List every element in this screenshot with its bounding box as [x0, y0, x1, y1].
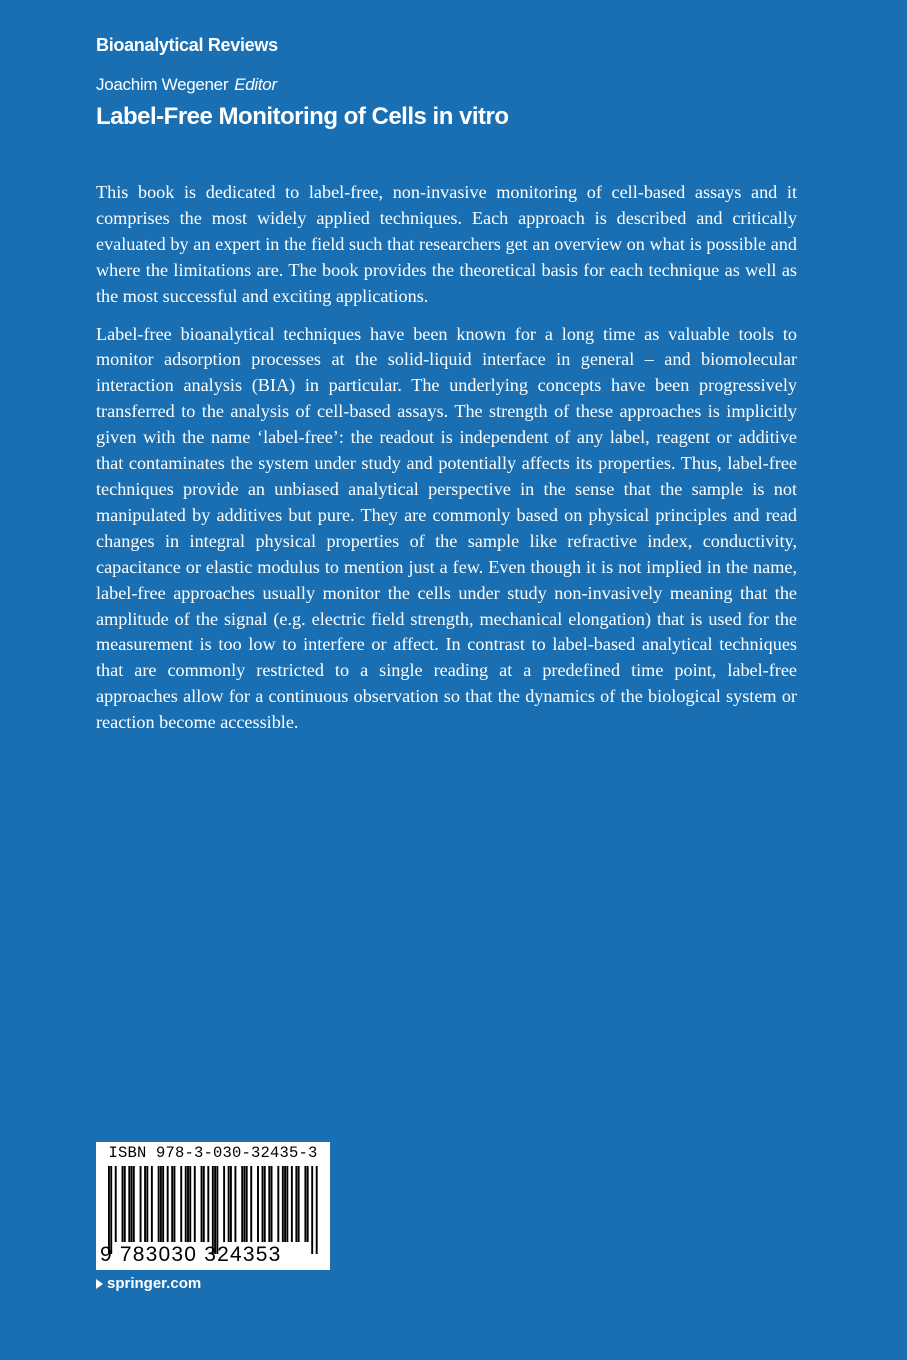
editor-name: Joachim Wegener — [96, 75, 229, 94]
editor-role: Editor — [234, 75, 277, 94]
barcode-box — [96, 1142, 330, 1270]
book-title: Label-Free Monitoring of Cells in vitro — [96, 103, 509, 130]
blurb-paragraph-2: Label-free bioanalytical techniques have been known for a long time as valuable tools to monitor adsorption processes at the solid-liquid interface in general – and biomolecular interaction analysis (BIA) in particular. The underlying concepts have been progressively transferred to the analysis of cell-based assays. The strength of these approaches is implicitly given with the name ‘label-free’: the readout is independent of any label, reagent or additive that contaminates the system under study and potentially affects its properties. Thus, label-free techniques provide an unbiased analytical perspective in the sense that the sample is not manipulated by additives but pure. They are commonly based on physical principles and read changes in integral physical properties of the sample like refractive index, conductivity, capacitance or elastic modulus to mention just a few. Even though it is not implied in the name, label-free approaches usually monitor the cells under study non-invasively meaning that the amplitude of the signal (e.g. electric field strength, mechanical elongation) that is used for the measurement is too low to interfere or affect. In contrast to label-based analytical techniques that are commonly restricted to a single reading at a predefined time point, label-free approaches allow for a continuous observation so that the dynamics of the biological system or reaction become accessible. — [96, 323, 797, 733]
barcode-image — [108, 1166, 318, 1254]
isbn-label: ISBN 978-3-030-32435-3 — [108, 1144, 318, 1162]
editor-line — [96, 75, 277, 95]
blurb — [96, 180, 797, 748]
arrow-right-icon — [96, 1279, 103, 1289]
series-name: Bioanalytical Reviews — [96, 35, 278, 55]
website-label: springer.com — [107, 1275, 202, 1292]
blurb-paragraph-1: This book is dedicated to label-free, non-invasive monitoring of cell-based assays and it comprises the most widely applied techniques. Each approach is described and critically evaluated by an expert in the field such that researchers get an overview on what is possible and where the limitations are. The book provides the theoretical basis for each technique as well as the most successful and exciting applications. — [96, 182, 797, 306]
publisher-website[interactable] — [96, 1275, 201, 1292]
ean-digits: 9 783030 324353 — [100, 1243, 282, 1266]
